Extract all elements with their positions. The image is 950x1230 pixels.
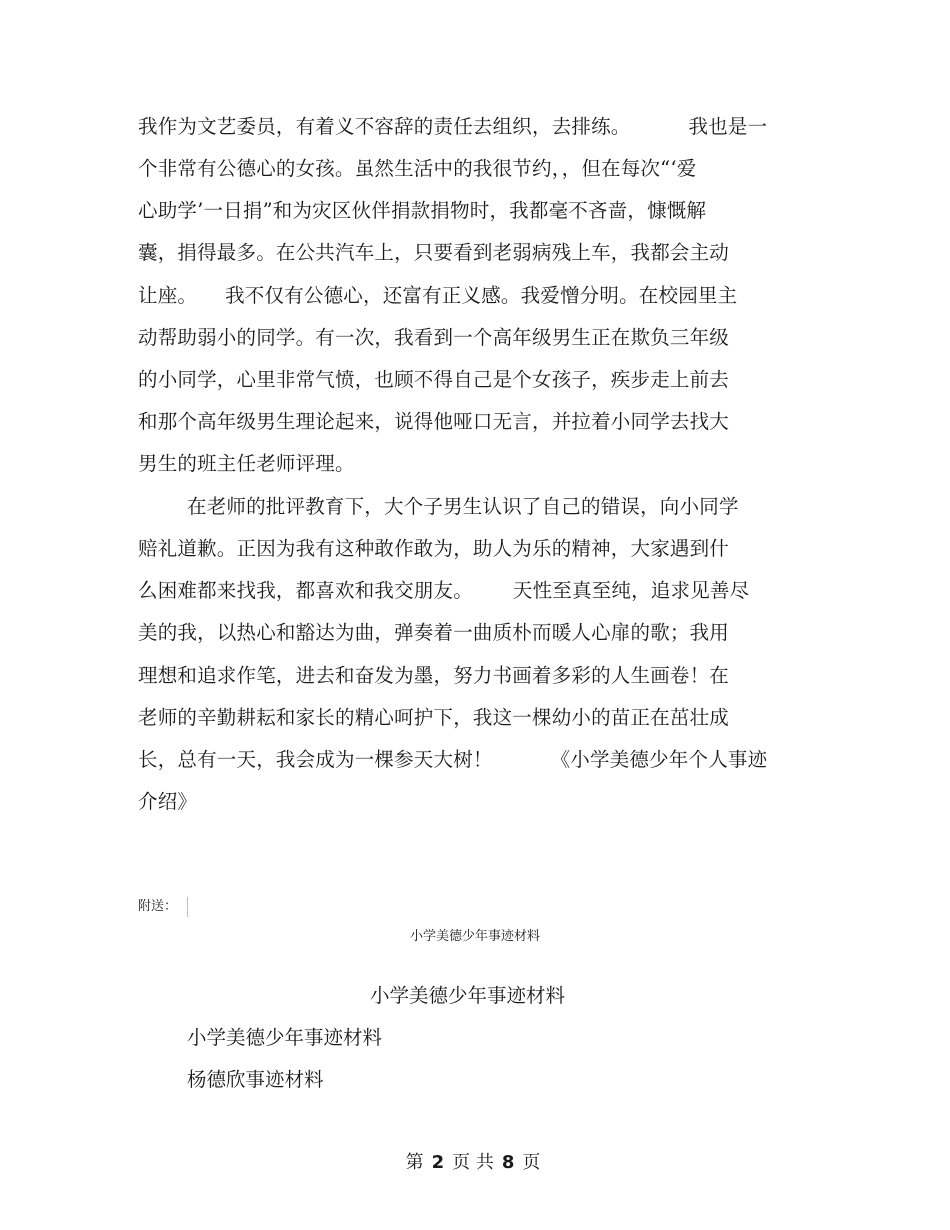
current-page-number: 2: [431, 1152, 445, 1173]
body-text: 么困难都来找我，都喜欢和我交朋友。: [138, 579, 473, 602]
attachment-line-2: 杨德欣事迹材料: [187, 1068, 324, 1091]
body-text: 天性至真至纯，追求见善尽: [512, 579, 750, 602]
body-text: 我不仅有公德心，还富有正义感。我爱憎分明。在校园里主: [225, 284, 738, 307]
body-line-14: 理想和追求作笔，进去和奋发为墨，努力书画着多彩的人生画卷！在: [138, 664, 730, 687]
body-text: 长，总有一天，我会成为一棵参天大树！: [138, 748, 493, 771]
body-text: 我也是一: [688, 115, 768, 138]
footer-suffix: 页: [522, 1152, 541, 1173]
body-line-5: [138, 283, 737, 309]
body-line-6: 动帮助弱小的同学。有一次，我看到一个高年级男生正在欺负三年级: [138, 326, 730, 349]
body-line-11: 赔礼道歉。正因为我有这种敢作敢为，助人为乐的精神，大家遇到什: [138, 537, 730, 560]
page-number-footer: [0, 1150, 946, 1176]
body-line-7: 的小同学，心里非常气愤，也顾不得自己是个女孩子，疾步走上前去: [138, 368, 730, 391]
attachment-label: 附送：: [138, 899, 178, 914]
attachment-line-1: 小学美德少年事迹材料: [187, 1026, 383, 1049]
body-line-9: 男生的班主任老师评理。: [138, 452, 355, 475]
body-text: 让座。: [138, 284, 198, 307]
footer-prefix: 第: [405, 1152, 424, 1173]
body-line-3: 心助学’一日捐”和为灾区伙伴捐款捐物时，我都毫不吝啬，慷慨解: [138, 199, 707, 222]
attachment-main-title: 小学美德少年事迹材料: [369, 984, 565, 1007]
body-line-17: 介绍》: [138, 790, 198, 813]
body-line-4: 囊，捐得最多。在公共汽车上，只要看到老弱病残上车，我都会主动: [138, 241, 730, 264]
attachment-small-title: 小学美德少年事迹材料: [409, 929, 540, 944]
body-line-2: 个非常有公德心的女孩。虽然生活中的我很节约，，但在每次“‘爱: [138, 157, 697, 180]
body-text: 我作为文艺委员，有着义不容辞的责任去组织，去排练。: [138, 115, 631, 138]
body-line-1: [138, 114, 767, 140]
body-line-13: 美的我，以热心和豁达为曲，弹奏着一曲质朴而暖人心扉的歌；我用: [138, 621, 730, 644]
body-text: 《小学美德少年个人事迹: [550, 748, 768, 771]
attachment-divider: [187, 897, 188, 917]
total-page-number: 8: [501, 1152, 515, 1173]
body-line-16: [138, 747, 767, 773]
body-line-10: 在老师的批评教育下，大个子男生认识了自己的错误，向小同学: [187, 495, 739, 518]
body-line-12: [138, 578, 749, 604]
body-line-15: 老师的辛勤耕耘和家长的精心呵护下，我这一棵幼小的苗正在茁壮成: [138, 706, 730, 729]
body-line-8: 和那个高年级男生理论起来，说得他哑口无言，并拉着小同学去找大: [138, 410, 730, 433]
footer-middle: 页 共: [452, 1152, 494, 1173]
